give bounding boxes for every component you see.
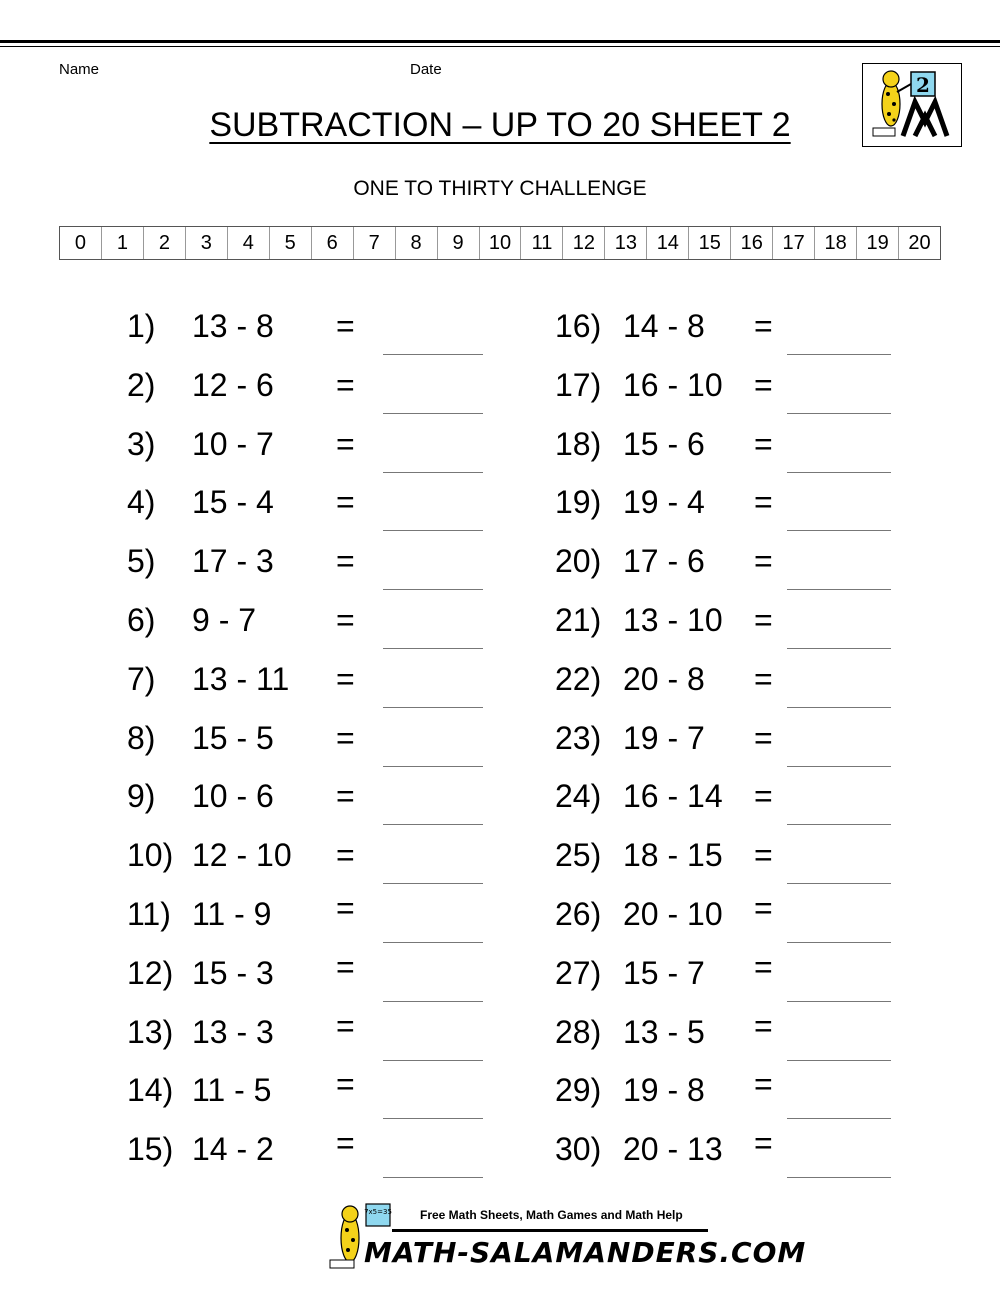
name-label: Name [59, 61, 100, 78]
footer-site-name: MATH-SALAMANDERS.COM [364, 1236, 807, 1269]
problem-expression: 12 - 10 [192, 837, 292, 874]
number-line-cell: 3 [186, 227, 228, 259]
problem-expression: 17 - 3 [192, 543, 274, 580]
top-rule-thin [0, 46, 1000, 47]
answer-blank[interactable] [787, 1177, 891, 1178]
problem-row [0, 545, 1000, 604]
equals-sign: = [754, 308, 773, 344]
number-line-cell: 6 [312, 227, 354, 259]
answer-blank[interactable] [787, 883, 891, 884]
salamander-logo-icon [862, 63, 962, 147]
problem-number: 10) [127, 837, 174, 874]
number-line-cell: 1 [102, 227, 144, 259]
problem-expression: 15 - 4 [192, 484, 274, 521]
problem-number: 1) [127, 308, 156, 344]
number-line [59, 226, 941, 260]
problem-row [0, 1125, 1000, 1192]
problem-expression: 15 - 6 [623, 425, 705, 462]
problem-expression: 13 - 5 [623, 1013, 705, 1050]
equals-sign: = [336, 425, 355, 462]
problem-number: 16) [555, 308, 602, 344]
problem-row [0, 604, 1000, 663]
problem-row [0, 660, 1000, 722]
number-line-cell: 4 [228, 227, 270, 259]
equals-sign: = [754, 1066, 773, 1103]
number-line-cell: 7 [354, 227, 396, 259]
problem-row [0, 1066, 1000, 1133]
answer-blank[interactable] [787, 413, 891, 414]
problem-row [0, 486, 1000, 545]
equals-sign: = [754, 778, 773, 815]
number-line-cell: 14 [647, 227, 689, 259]
problem-number: 23) [555, 719, 602, 756]
equals-sign: = [754, 1125, 773, 1162]
problem-expression: 13 - 11 [192, 660, 290, 697]
problem-number: 13) [127, 1013, 174, 1050]
number-line-cell: 15 [689, 227, 731, 259]
problem-expression: 15 - 7 [623, 954, 705, 991]
problem-row [0, 839, 1000, 898]
problem-expression: 19 - 4 [623, 484, 705, 521]
problem-row [0, 425, 1000, 487]
answer-blank[interactable] [787, 707, 891, 708]
answer-blank[interactable] [787, 1118, 891, 1119]
problem-expression: 18 - 15 [623, 837, 723, 874]
equals-sign: = [336, 660, 355, 697]
problem-expression: 10 - 7 [192, 425, 274, 462]
problem-expression: 11 - 9 [192, 896, 272, 932]
footer-logo [324, 1202, 807, 1272]
footer-tagline: Free Math Sheets, Math Games and Math Help [420, 1208, 683, 1222]
problem-row [0, 310, 1000, 369]
problem-number: 4) [127, 484, 156, 521]
equals-sign: = [336, 719, 355, 756]
number-line-cell: 0 [60, 227, 102, 259]
problem-expression: 14 - 2 [192, 1131, 274, 1168]
problem-number: 8) [127, 719, 156, 756]
problem-number: 25) [555, 837, 602, 874]
page-subtitle: ONE TO THIRTY CHALLENGE [353, 177, 647, 200]
answer-blank[interactable] [787, 942, 891, 943]
problem-number: 12) [127, 954, 174, 991]
problem-number: 18) [555, 425, 602, 462]
problem-expression: 15 - 5 [192, 719, 274, 756]
answer-blank[interactable] [787, 766, 891, 767]
equals-sign: = [336, 1066, 355, 1103]
equals-sign: = [754, 543, 773, 580]
number-line-cell: 5 [270, 227, 312, 259]
problem-expression: 12 - 6 [192, 366, 274, 403]
equals-sign: = [336, 1125, 355, 1162]
problem-expression: 13 - 10 [623, 602, 723, 638]
equals-sign: = [336, 602, 355, 638]
problem-expression: 11 - 5 [192, 1072, 272, 1109]
problem-expression: 13 - 3 [192, 1013, 274, 1050]
equals-sign: = [336, 1007, 355, 1044]
problem-expression: 20 - 10 [623, 896, 723, 932]
equals-sign: = [754, 425, 773, 462]
problem-number: 27) [555, 954, 602, 991]
number-line-cell: 20 [908, 231, 931, 254]
number-line-cell: 19 [857, 227, 899, 259]
problem-number: 20) [555, 543, 602, 580]
number-line-cell: 12 [563, 227, 605, 259]
problem-number: 7) [127, 660, 156, 697]
equals-sign: = [754, 948, 773, 985]
equals-sign: = [754, 719, 773, 756]
problem-number: 28) [555, 1013, 602, 1050]
problem-number: 15) [127, 1131, 174, 1168]
problem-number: 19) [555, 484, 602, 521]
svg-text:7x5=35: 7x5=35 [364, 1208, 392, 1216]
problem-expression: 19 - 7 [623, 719, 705, 756]
problem-number: 22) [555, 660, 602, 697]
number-line-cell: 2 [144, 227, 186, 259]
problem-row [0, 780, 1000, 839]
equals-sign: = [336, 778, 355, 815]
answer-blank[interactable] [787, 1060, 891, 1061]
equals-sign: = [336, 890, 355, 926]
number-line-cell: 18 [815, 227, 857, 259]
number-line-cell: 11 [521, 227, 563, 259]
footer-rule [392, 1229, 708, 1232]
problem-expression: 19 - 8 [623, 1072, 705, 1109]
problem-number: 11) [127, 896, 171, 932]
equals-sign: = [754, 1007, 773, 1044]
answer-blank[interactable] [787, 472, 891, 473]
problem-row [0, 1007, 1000, 1075]
answer-blank[interactable] [787, 648, 891, 649]
problem-row [0, 366, 1000, 428]
equals-sign: = [754, 484, 773, 521]
equals-sign: = [336, 948, 355, 985]
equals-sign: = [754, 837, 773, 874]
problem-number: 30) [555, 1131, 602, 1168]
equals-sign: = [336, 484, 355, 521]
equals-sign: = [754, 602, 773, 638]
number-line-cell: 8 [396, 227, 438, 259]
problem-number: 9) [127, 778, 156, 815]
number-line-cell: 13 [605, 227, 647, 259]
problem-row [0, 948, 1000, 1016]
equals-sign: = [754, 660, 773, 697]
problem-number: 29) [555, 1072, 602, 1109]
problem-number: 14) [127, 1072, 174, 1109]
equals-sign: = [336, 837, 355, 874]
problem-expression: 13 - 8 [192, 308, 274, 344]
equals-sign: = [336, 366, 355, 403]
problem-row [0, 719, 1000, 781]
answer-blank[interactable] [787, 530, 891, 531]
problem-number: 3) [127, 425, 156, 462]
equals-sign: = [336, 308, 355, 344]
equals-sign: = [336, 543, 355, 580]
problem-expression: 20 - 13 [623, 1131, 723, 1168]
number-line-cell: 17 [773, 227, 815, 259]
date-label: Date [410, 61, 442, 78]
problem-expression: 15 - 3 [192, 954, 274, 991]
top-rule [0, 40, 1000, 43]
equals-sign: = [754, 890, 773, 926]
problem-number: 5) [127, 543, 156, 580]
number-line-cell: 10 [480, 227, 522, 259]
problem-number: 6) [127, 602, 156, 638]
problem-number: 21) [555, 602, 602, 638]
number-line-cell: 9 [438, 227, 480, 259]
problem-number: 17) [555, 366, 602, 403]
problem-expression: 9 - 7 [192, 602, 257, 638]
number-line-cell: 16 [731, 227, 773, 259]
logo-digit: 2 [916, 73, 930, 97]
problem-expression: 14 - 8 [623, 308, 705, 344]
problem-expression: 16 - 14 [623, 778, 723, 815]
problem-row [0, 890, 1000, 957]
problem-number: 24) [555, 778, 602, 815]
problem-number: 26) [555, 896, 602, 932]
answer-blank[interactable] [787, 589, 891, 590]
answer-blank[interactable] [787, 354, 891, 355]
equals-sign: = [754, 366, 773, 403]
problem-expression: 17 - 6 [623, 543, 705, 580]
problem-number: 2) [127, 366, 156, 403]
problem-expression: 16 - 10 [623, 366, 723, 403]
problem-expression: 20 - 8 [623, 660, 705, 697]
page-title: SUBTRACTION – UP TO 20 SHEET 2 [209, 106, 791, 144]
answer-blank[interactable] [787, 824, 891, 825]
answer-blank[interactable] [787, 1001, 891, 1002]
problem-expression: 10 - 6 [192, 778, 274, 815]
